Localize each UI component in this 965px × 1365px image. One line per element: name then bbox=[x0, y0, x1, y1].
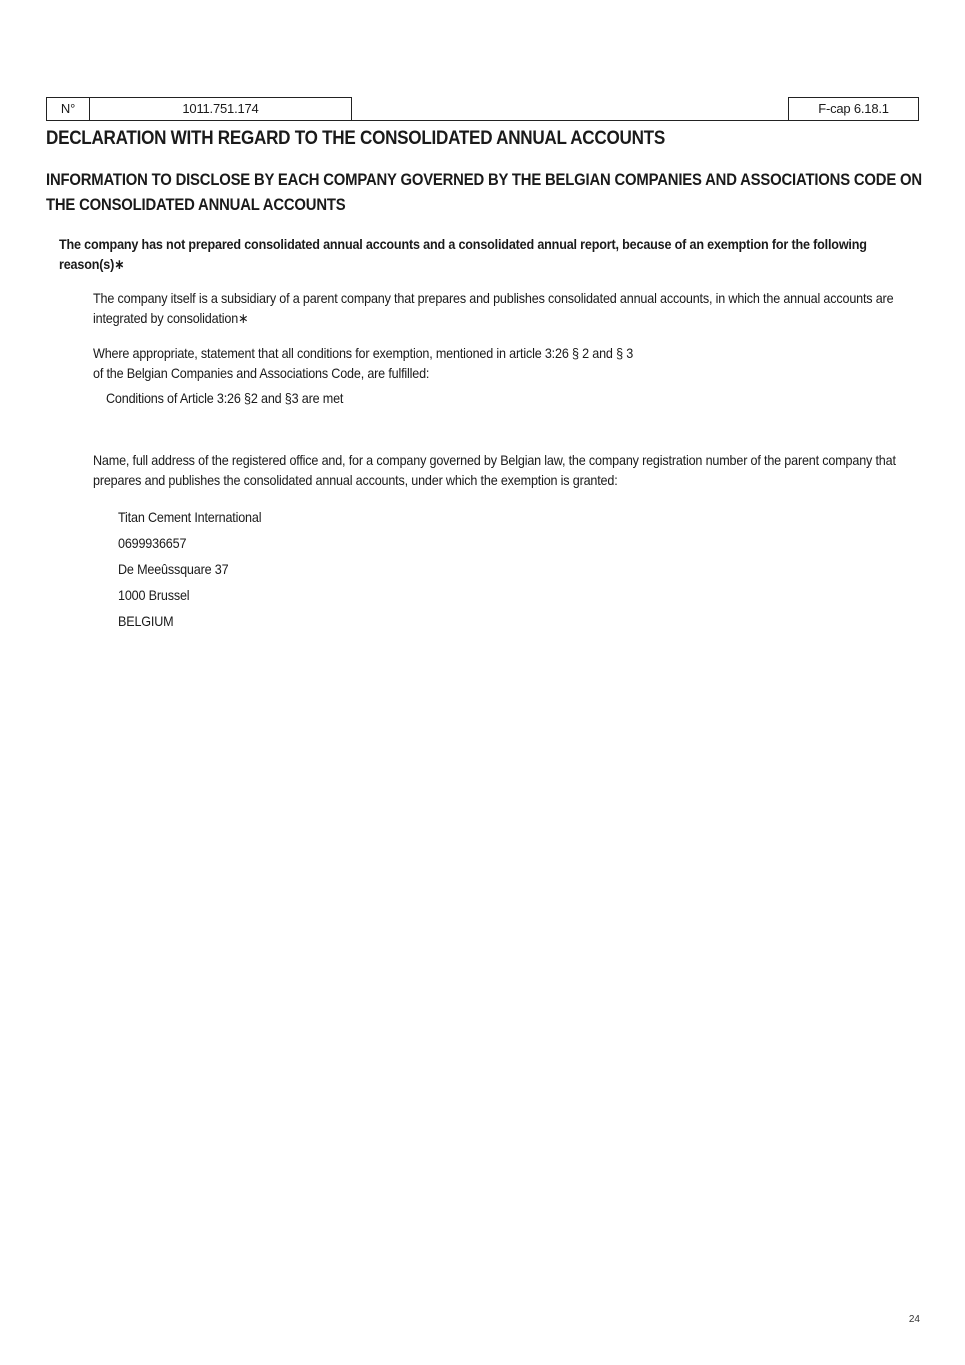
conditions-statement: Where appropriate, statement that all conditions for exemption, mentioned in article 3:26 § 2 and § 3 of the Belgian Companies and Associations Code, are fulfilled: bbox=[93, 345, 634, 381]
exemption-heading: The company has not prepared consolidated annual accounts and a consolidated annual report, because of an exemption for the following reason(s)∗ bbox=[59, 236, 867, 272]
conditions-answer: Conditions of Article 3:26 §2 and §3 are met bbox=[106, 390, 344, 406]
document-header bbox=[46, 97, 919, 122]
header-divider bbox=[351, 120, 789, 121]
form-code: F-cap 6.18.1 bbox=[788, 97, 919, 121]
page-title: DECLARATION WITH REGARD TO THE CONSOLIDATED ANNUAL ACCOUNTS bbox=[46, 128, 665, 149]
parent-company-street: De Meeûssquare 37 bbox=[118, 561, 229, 577]
parent-company-registration-number: 0699936657 bbox=[118, 535, 187, 551]
parent-company-name: Titan Cement International bbox=[118, 509, 262, 525]
page-subtitle: INFORMATION TO DISCLOSE BY EACH COMPANY GOVERNED BY THE BELGIAN COMPANIES AND ASSOCIATIONS CODE ON THE CONSOLIDATED ANNUAL ACCOUNTS bbox=[46, 171, 922, 214]
company-number: 1011.751.174 bbox=[89, 97, 352, 121]
page-number: 24 bbox=[908, 1314, 920, 1325]
subsidiary-statement: The company itself is a subsidiary of a parent company that prepares and publishes consolidated annual accounts, in which the annual accounts are integrated by consolidation∗ bbox=[93, 290, 894, 326]
number-label: N° bbox=[46, 97, 90, 121]
parent-company-city: 1000 Brussel bbox=[118, 587, 190, 603]
parent-statement: Name, full address of the registered office and, for a company governed by Belgian law, the company registration number of the parent company that prepares and publishes the consolidated annual accounts, under which the exemption is granted: bbox=[93, 452, 896, 488]
parent-company-country: BELGIUM bbox=[118, 613, 174, 629]
parent-company-details bbox=[118, 504, 277, 634]
